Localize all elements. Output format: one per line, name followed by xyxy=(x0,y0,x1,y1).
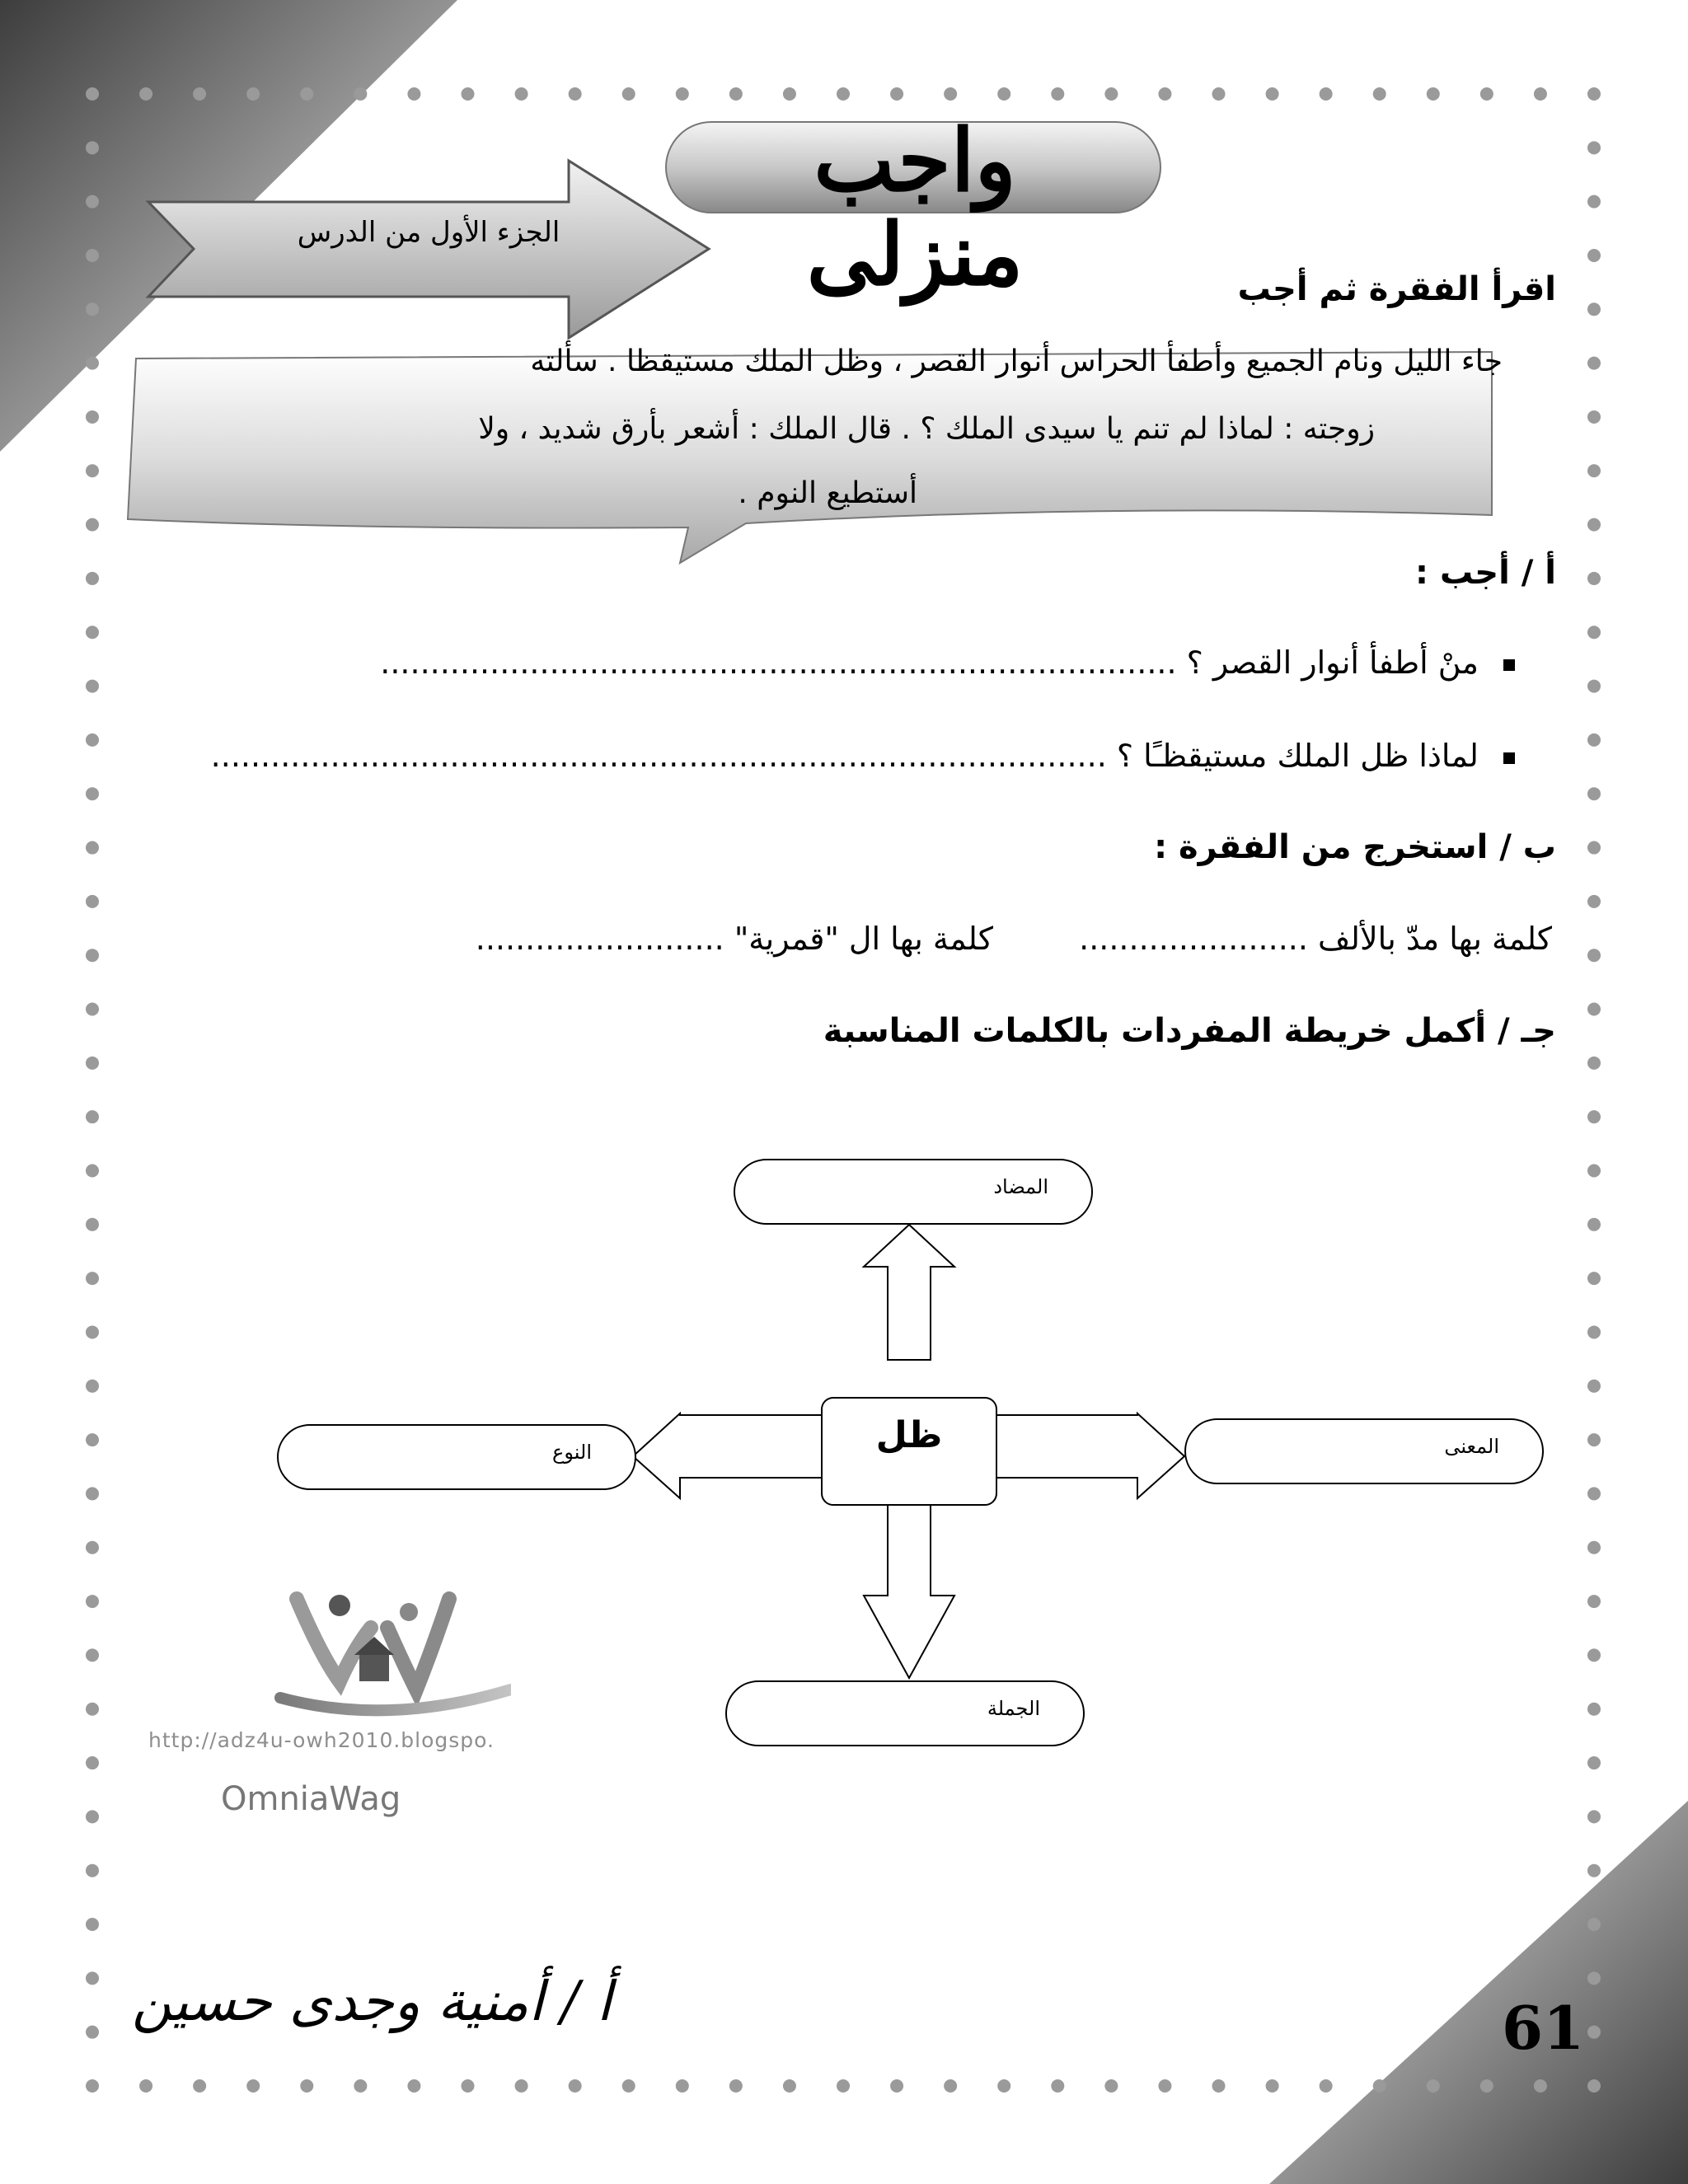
map-node-bottom-label: الجملة xyxy=(987,1697,1040,1720)
map-node-left-label: النوع xyxy=(552,1441,592,1464)
arrow-right xyxy=(996,1413,1184,1498)
subtitle-text: الجزء الأول من الدرس xyxy=(297,216,560,249)
section-a-heading: أ / أجب : xyxy=(1415,554,1556,592)
extract-item-2: كلمة بها ال "قمرية" xyxy=(734,921,993,957)
answer-blank-1[interactable]: ................................................................................ xyxy=(380,644,1177,681)
passage-line-2: زوجته : لماذا لم تنم يا سيدى الملك ؟ . قال الملك : أشعر بأرق شديد ، ولا xyxy=(478,412,1375,446)
map-node-right[interactable] xyxy=(1184,1418,1544,1484)
instruction-heading: اقرأ الفقرة ثم أجب xyxy=(1237,270,1556,308)
map-node-left[interactable] xyxy=(277,1424,636,1490)
watermark-url: http://adz4u-owh2010.blogspo. xyxy=(148,1728,495,1752)
section-b-heading: ب / استخرج من الفقرة : xyxy=(1154,828,1556,866)
arrow-down xyxy=(864,1502,954,1678)
question-2: لماذا ظل الملك مستيقظـًا ؟ .......................................................................................... xyxy=(211,738,1515,774)
center-word: ظل xyxy=(875,1414,943,1456)
map-node-right-label: المعنى xyxy=(1444,1435,1499,1458)
watermark-logo xyxy=(264,1582,511,1722)
extract-blank-2[interactable]: ......................... xyxy=(475,921,724,957)
arrow-left xyxy=(633,1413,822,1498)
page-title: واجب منزلى xyxy=(806,110,1024,306)
passage-line-1: جاء الليل ونام الجميع وأطفأ الحراس أنوار القصر ، وظل الملك مستيقظا . سألته xyxy=(530,344,1503,378)
extract-blank-1[interactable]: ....................... xyxy=(1079,921,1308,957)
map-node-top-label: المضاد xyxy=(993,1175,1048,1198)
answer-blank-2[interactable]: .......................................................................................... xyxy=(210,738,1107,774)
arrow-up xyxy=(864,1225,954,1360)
map-node-bottom[interactable] xyxy=(725,1680,1085,1746)
watermark-name: OmniaWag xyxy=(221,1780,401,1818)
section-c-heading: جـ / أكمل خريطة المفردات بالكلمات المناسبة xyxy=(823,1012,1556,1050)
page-number: 61 xyxy=(1502,1993,1585,2063)
question-1: منْ أطفأ أنوار القصر ؟ ................................................................................ xyxy=(380,644,1515,681)
extract-item-1: كلمة بها مدّ بالألف xyxy=(1318,921,1552,957)
passage-line-3: أستطيع النوم . xyxy=(738,476,917,510)
map-node-top[interactable] xyxy=(734,1159,1093,1225)
signature: أ / أمنية وجدى حسين xyxy=(132,1970,612,2033)
